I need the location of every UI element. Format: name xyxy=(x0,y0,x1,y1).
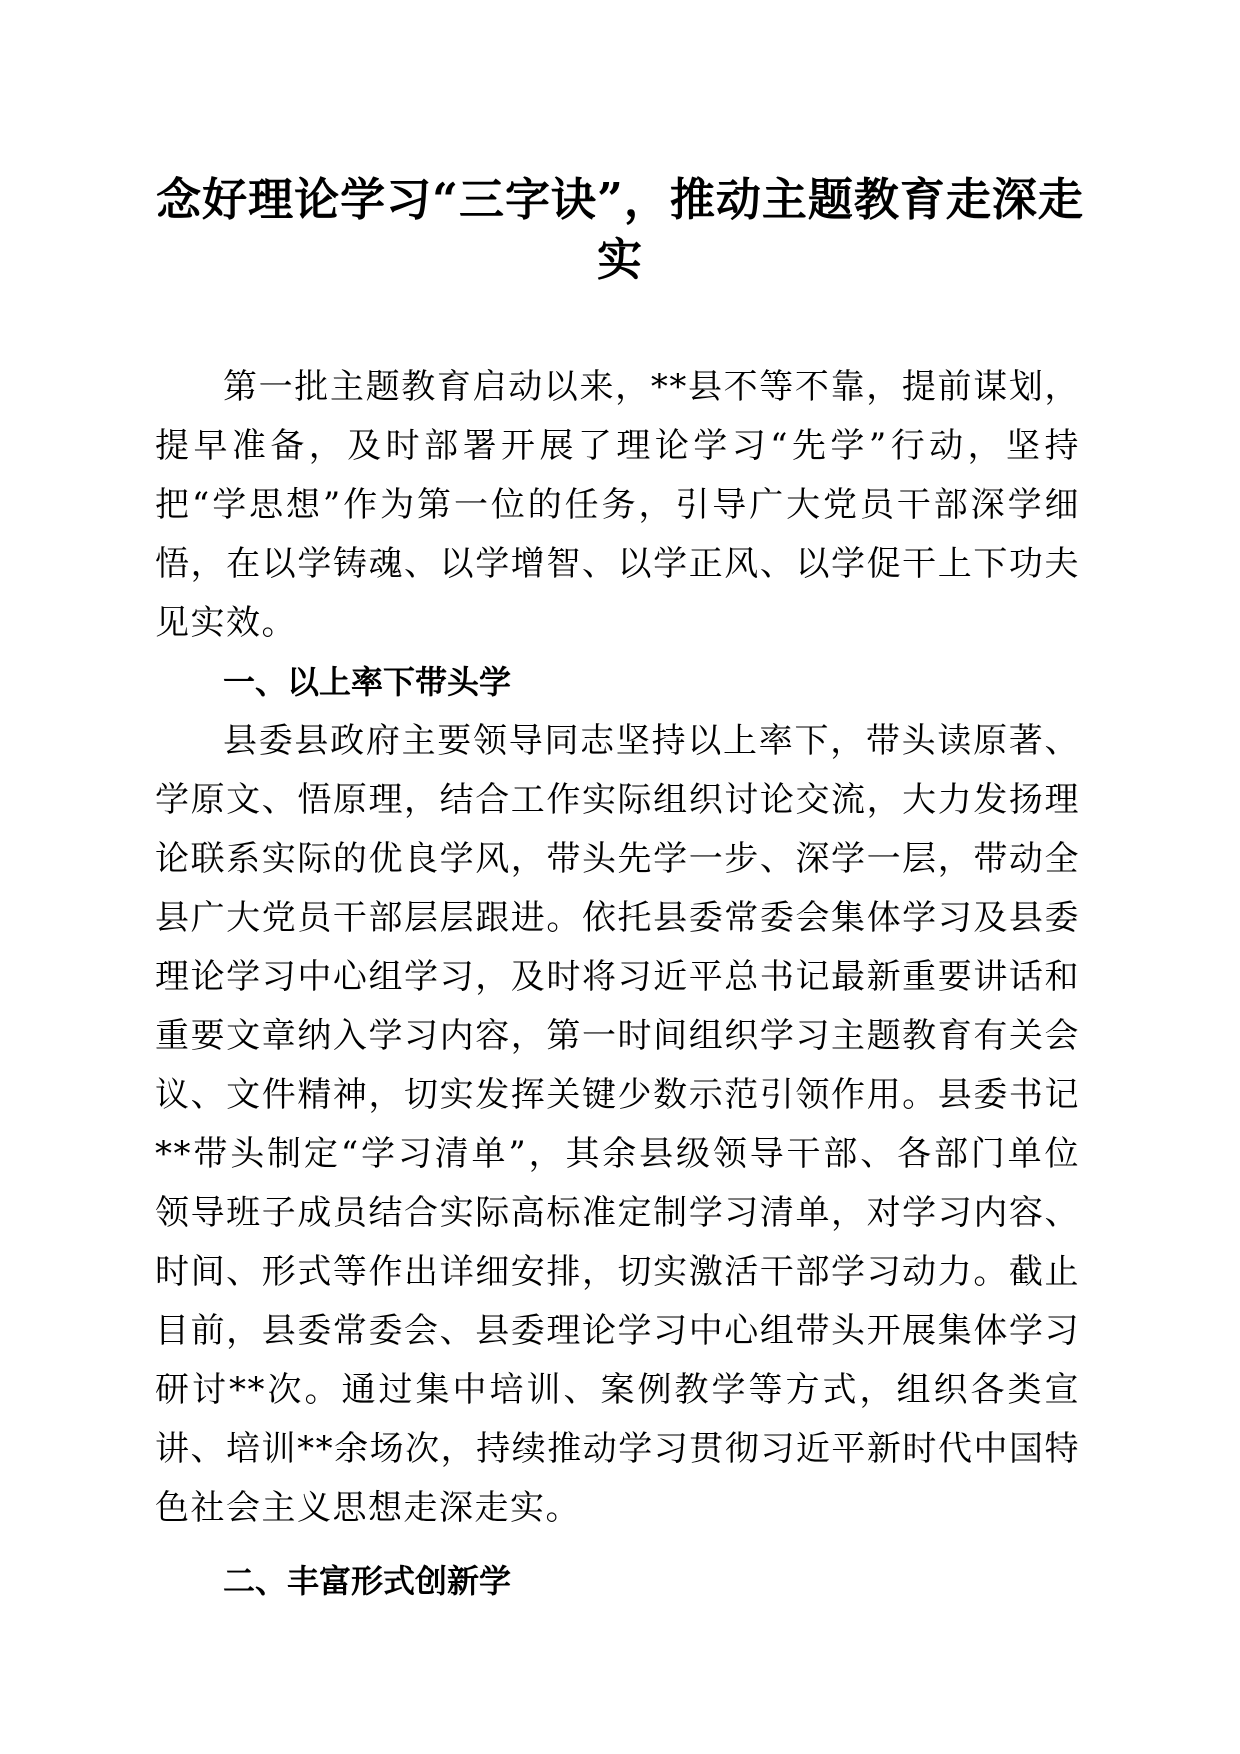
section-1-paragraph: 县委县政府主要领导同志坚持以上率下，带头读原著、学原文、悟原理，结合工作实际组织讨论交流，大力发扬理论联系实际的优良学风，带头先学一步、深学一层，带动全县广大党员干部层层跟进。依托县委常委会集体学习及县委理论学习中心组学习，及时将习近平总书记最新重要讲话和重要文章纳入学习内容，第一时间组织学习主题教育有关会议、文件精神，切实发挥关键少数示范引领作用。县委书记**带头制定“学习清单”，其余县级领导干部、各部门单位领导班子成员结合实际高标准定制学习清单，对学习内容、时间、形式等作出详细安排，切实激活干部学习动力。截止目前，县委常委会、县委理论学习中心组带头开展集体学习研讨**次。通过集中培训、案例教学等方式，组织各类宣讲、培训**余场次，持续推动学习贯彻习近平新时代中国特色社会主义思想走深走实。 xyxy=(155,721,1080,1528)
document-body xyxy=(155,358,1080,1611)
document-title: 念好理论学习“三字诀”，推动主题教育走深走实 xyxy=(156,173,1084,286)
section-1-heading: 一、以上率下带头学 xyxy=(223,663,512,701)
intro-paragraph: 第一批主题教育启动以来，**县不等不靠，提前谋划，提早准备，及时部署开展了理论学习“先学”行动，坚持把“学思想”作为第一位的任务，引导广大党员干部深学细悟，在以学铸魂、以学增智、以学正风、以学促干上下功夫见实效。 xyxy=(155,367,1080,643)
section-2-heading: 二、丰富形式创新学 xyxy=(223,1562,512,1600)
